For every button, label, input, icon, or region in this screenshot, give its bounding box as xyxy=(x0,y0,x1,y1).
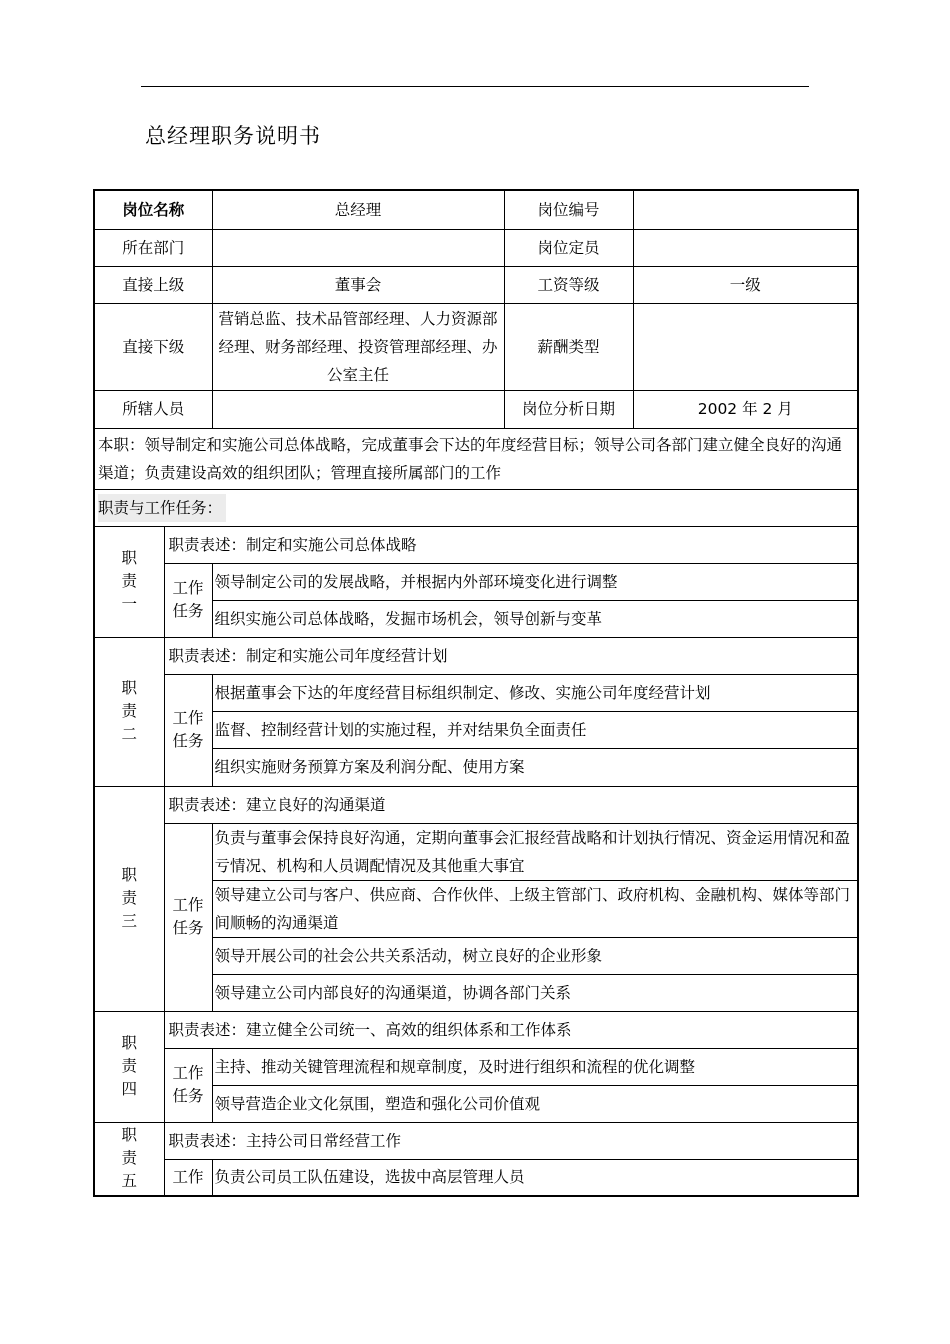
duty-description-text: 制定和实施公司年度经营计划 xyxy=(246,646,448,665)
row-duties-header xyxy=(94,489,858,526)
task-label-line: 工作 xyxy=(172,579,204,597)
position-name-label: 岗位名称 xyxy=(94,190,212,229)
staff-label: 所辖人员 xyxy=(94,390,212,428)
analysis-date-value: 2002 年 2 月 xyxy=(633,390,858,428)
duty-label-char: 责 xyxy=(121,572,137,590)
duty-label xyxy=(94,1011,164,1122)
task-text: 负责公司员工队伍建设，选拔中高层管理人员 xyxy=(212,1159,858,1196)
pay-type-value xyxy=(633,303,858,390)
duty-label-char: 二 xyxy=(121,725,137,743)
duty-label-char: 责 xyxy=(121,702,137,720)
task-row xyxy=(94,563,858,600)
duty-description-text: 建立良好的沟通渠道 xyxy=(246,795,386,814)
headcount-label: 岗位定员 xyxy=(504,229,633,266)
pay-type-label: 薪酬类型 xyxy=(504,303,633,390)
task-label-line: 工作 xyxy=(172,1064,204,1082)
task-label-line: 工作 xyxy=(172,896,204,914)
document-title: 总经理职务说明书 xyxy=(145,124,321,148)
duty-description-text: 建立健全公司统一、高效的组织体系和工作体系 xyxy=(246,1020,572,1039)
duty-label-char: 四 xyxy=(121,1080,137,1098)
row-summary xyxy=(94,428,858,489)
superior-label: 直接上级 xyxy=(94,266,212,303)
headcount-value xyxy=(633,229,858,266)
header-rule xyxy=(141,86,809,87)
task-text: 组织实施财务预算方案及利润分配、使用方案 xyxy=(212,748,858,786)
duty-description xyxy=(164,637,858,674)
job-description-table xyxy=(93,189,859,1197)
task-label-line: 工作 xyxy=(172,709,204,727)
duty-label xyxy=(94,526,164,637)
duty-label-char: 职 xyxy=(121,866,137,884)
subordinates-value: 营销总监、技术品管部经理、人力资源部经理、财务部经理、投资管理部经理、办公室主任 xyxy=(212,303,504,390)
row-department xyxy=(94,229,858,266)
duty-desc-row xyxy=(94,637,858,674)
task-text: 负责与董事会保持良好沟通，定期向董事会汇报经营战略和计划执行情况、资金运用情况和盈亏情况、机构和人员调配情况及其他重大事宜 xyxy=(212,823,858,880)
duty-desc-row xyxy=(94,526,858,563)
task-label xyxy=(164,1048,212,1122)
duty-description-prefix: 职责表述： xyxy=(168,646,247,665)
duty-label-char: 职 xyxy=(121,1126,137,1145)
task-row xyxy=(94,1159,858,1196)
row-subordinates xyxy=(94,303,858,390)
duty-label-char: 责 xyxy=(121,889,137,907)
duty-label-char: 三 xyxy=(121,912,137,930)
row-superior xyxy=(94,266,858,303)
duty-label-char: 一 xyxy=(121,595,137,613)
task-label xyxy=(164,563,212,637)
task-row xyxy=(94,674,858,711)
duty-description xyxy=(164,786,858,823)
duty-desc-row xyxy=(94,786,858,823)
task-label-line: 任务 xyxy=(172,919,204,937)
duties-header-cell xyxy=(94,489,858,526)
duty-description xyxy=(164,1011,858,1048)
duty-description-prefix: 职责表述： xyxy=(168,795,247,814)
duties-body xyxy=(94,526,858,1196)
summary-cell xyxy=(94,428,858,489)
row-position-name xyxy=(94,190,858,229)
salary-grade-label: 工资等级 xyxy=(504,266,633,303)
duty-description xyxy=(164,526,858,563)
task-text: 领导建立公司内部良好的沟通渠道，协调各部门关系 xyxy=(212,974,858,1011)
duty-label-char: 职 xyxy=(121,549,137,567)
duty-label xyxy=(94,786,164,1011)
summary-label: 本职： xyxy=(98,435,145,454)
task-label-line: 任务 xyxy=(172,732,204,750)
position-code-label: 岗位编号 xyxy=(504,190,633,229)
salary-grade-value: 一级 xyxy=(633,266,858,303)
duty-label xyxy=(94,637,164,786)
task-text: 监督、控制经营计划的实施过程，并对结果负全面责任 xyxy=(212,711,858,748)
duty-label-char: 职 xyxy=(121,1034,137,1052)
analysis-date-label: 岗位分析日期 xyxy=(504,390,633,428)
duty-description-prefix: 职责表述： xyxy=(168,1020,247,1039)
task-text: 领导制定公司的发展战略，并根据内外部环境变化进行调整 xyxy=(212,563,858,600)
duty-description xyxy=(164,1122,858,1159)
task-text: 领导建立公司与客户、供应商、合作伙伴、上级主管部门、政府机构、金融机构、媒体等部门间顺畅的沟通渠道 xyxy=(212,880,858,937)
duty-label xyxy=(94,1122,164,1196)
duty-description-prefix: 职责表述： xyxy=(168,1131,247,1150)
department-label: 所在部门 xyxy=(94,229,212,266)
row-staff xyxy=(94,390,858,428)
position-name-value: 总经理 xyxy=(212,190,504,229)
task-label-line: 任务 xyxy=(172,1087,204,1105)
duty-label-char: 职 xyxy=(121,679,137,697)
task-text: 根据董事会下达的年度经营目标组织制定、修改、实施公司年度经营计划 xyxy=(212,674,858,711)
task-text: 领导营造企业文化氛围，塑造和强化公司价值观 xyxy=(212,1085,858,1122)
task-text: 主持、推动关键管理流程和规章制度，及时进行组织和流程的优化调整 xyxy=(212,1048,858,1085)
superior-value: 董事会 xyxy=(212,266,504,303)
duty-description-text: 制定和实施公司总体战略 xyxy=(246,535,417,554)
duty-description-prefix: 职责表述： xyxy=(168,535,247,554)
task-label xyxy=(164,823,212,1011)
summary-text: 领导制定和实施公司总体战略，完成董事会下达的年度经营目标；领导公司各部门建立健全良好的沟通渠道；负责建设高效的组织团队；管理直接所属部门的工作 xyxy=(98,435,843,482)
duties-header: 职责与工作任务： xyxy=(98,494,226,522)
task-row xyxy=(94,823,858,880)
duty-label-char: 责 xyxy=(121,1057,137,1075)
position-code-value xyxy=(633,190,858,229)
task-text: 领导开展公司的社会公共关系活动，树立良好的企业形象 xyxy=(212,937,858,974)
duty-description-text: 主持公司日常经营工作 xyxy=(246,1131,402,1150)
task-label xyxy=(164,674,212,786)
task-text: 组织实施公司总体战略，发掘市场机会，领导创新与变革 xyxy=(212,600,858,637)
task-label-line: 任务 xyxy=(172,602,204,620)
duty-desc-row xyxy=(94,1011,858,1048)
department-value xyxy=(212,229,504,266)
staff-value xyxy=(212,390,504,428)
duty-label-char: 责 xyxy=(121,1149,137,1168)
task-row xyxy=(94,1048,858,1085)
duty-desc-row xyxy=(94,1122,858,1159)
task-label xyxy=(164,1159,212,1196)
duty-label-char: 五 xyxy=(121,1172,137,1191)
task-label-line: 工作 xyxy=(172,1167,204,1186)
subordinates-label: 直接下级 xyxy=(94,303,212,390)
